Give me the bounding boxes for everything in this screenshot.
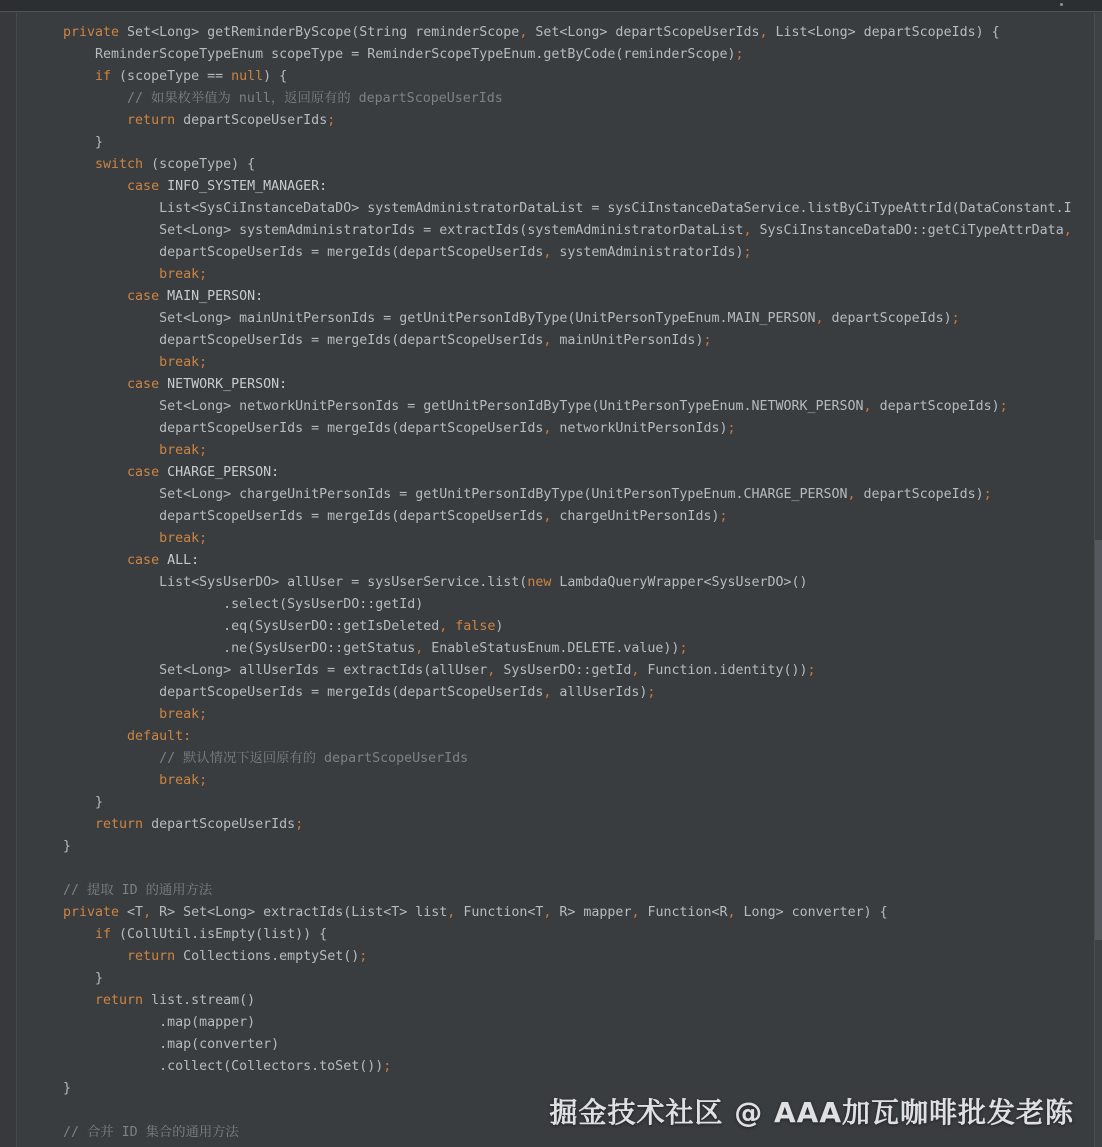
- code-token: R> Set<Long> extractIds(List<T> list: [151, 905, 448, 920]
- code-token: departScopeUserIds: [175, 113, 328, 128]
- code-token: ,: [487, 663, 496, 678]
- code-token: ;: [983, 487, 992, 502]
- code-line: [63, 176, 1102, 198]
- code-token: ;: [735, 47, 744, 62]
- code-line: [63, 594, 1102, 616]
- code-line: [63, 660, 1102, 682]
- code-line: [63, 638, 1102, 660]
- code-line: [63, 44, 1102, 66]
- code-token: ,: [543, 509, 552, 524]
- topbar-dot: [1060, 3, 1063, 6]
- code-token: ReminderScopeTypeEnum scopeType = ReminderScopeTypeEnum.getByCode(reminderScope): [63, 47, 736, 62]
- code-token: ,: [863, 399, 872, 414]
- code-token: [63, 113, 127, 128]
- code-token: [63, 773, 159, 788]
- code-token: List<SysCiInstanceDataDO> systemAdministratorDataList = sysCiInstanceDataService.listByCiTypeAttrId(DataConstant.I: [63, 201, 1072, 216]
- code-token: MAIN_PERSON:: [159, 289, 264, 304]
- code-token: new: [527, 575, 552, 590]
- code-token: [63, 267, 159, 282]
- code-token: ;: [727, 421, 736, 436]
- code-token: List<Long> departScopeIds) {: [767, 25, 1000, 40]
- code-token: R> mapper: [551, 905, 632, 920]
- code-token: ,: [1063, 223, 1072, 238]
- code-token: [63, 949, 127, 964]
- code-token: ;: [807, 663, 816, 678]
- code-token: list.stream(): [143, 993, 256, 1008]
- code-token: ,: [631, 905, 640, 920]
- code-line: [63, 154, 1102, 176]
- code-token: ,: [543, 905, 552, 920]
- code-token: .select(SysUserDO::getId): [63, 597, 424, 612]
- code-line: [63, 572, 1102, 594]
- code-token: }: [63, 795, 104, 810]
- editor-top-bar: [0, 0, 1102, 12]
- code-line: [63, 462, 1102, 484]
- code-token: }: [63, 135, 104, 150]
- code-token: if: [95, 69, 112, 84]
- code-token: ;: [647, 685, 656, 700]
- code-token: Long> converter) {: [735, 905, 888, 920]
- code-token: ;: [679, 641, 688, 656]
- code-token: [63, 817, 95, 832]
- code-token: ;: [383, 1059, 392, 1074]
- code-line: [63, 198, 1102, 220]
- code-line: [63, 330, 1102, 352]
- code-line: [63, 858, 1102, 880]
- code-token: departScopeUserIds = mergeIds(departScopeUserIds: [63, 509, 544, 524]
- code-token: departScopeIds): [855, 487, 984, 502]
- code-token: .collect(Collectors.toSet()): [63, 1059, 384, 1074]
- code-token: ,: [631, 663, 640, 678]
- code-token: [63, 289, 127, 304]
- code-token: case: [127, 289, 160, 304]
- code-token: ,: [759, 25, 768, 40]
- code-token: break: [159, 443, 200, 458]
- code-line: [63, 308, 1102, 330]
- code-line: [63, 484, 1102, 506]
- code-line: [63, 968, 1102, 990]
- code-token: return: [95, 817, 144, 832]
- code-token: Set<Long> mainUnitPersonIds = getUnitPersonIdByType(UnitPersonTypeEnum.MAIN_PERSON: [63, 311, 816, 326]
- code-token: ;: [199, 355, 208, 370]
- code-token: case: [127, 179, 160, 194]
- code-token: [63, 69, 95, 84]
- code-token: ,: [727, 905, 736, 920]
- code-token: break: [159, 267, 200, 282]
- code-token: mainUnitPersonIds): [551, 333, 704, 348]
- code-line: [63, 902, 1102, 924]
- code-token: SysCiInstanceDataDO::getCiTypeAttrData: [751, 223, 1064, 238]
- code-token: networkUnitPersonIds): [551, 421, 728, 436]
- code-token: Set<Long> getReminderByScope(String reminderScope: [119, 25, 520, 40]
- code-token: ALL:: [159, 553, 200, 568]
- code-token: EnableStatusEnum.DELETE.value)): [423, 641, 680, 656]
- code-token: if: [95, 927, 112, 942]
- code-line: [63, 924, 1102, 946]
- watermark: 掘金技术社区 @ AAA加瓦咖啡批发老陈: [549, 1096, 1074, 1129]
- code-token: false: [455, 619, 496, 634]
- code-line: [63, 66, 1102, 88]
- code-token: break: [159, 707, 200, 722]
- code-line: [63, 132, 1102, 154]
- code-line: [63, 726, 1102, 748]
- code-token: SysUserDO::getId: [495, 663, 632, 678]
- code-line: [63, 770, 1102, 792]
- code-token: default:: [127, 729, 192, 744]
- code-line: [63, 836, 1102, 858]
- code-token: [63, 179, 127, 194]
- code-token: NETWORK_PERSON:: [159, 377, 288, 392]
- code-line: [63, 682, 1102, 704]
- code-token: private: [63, 25, 120, 40]
- code-token: ;: [743, 245, 752, 260]
- code-token: chargeUnitPersonIds): [551, 509, 720, 524]
- code-token: [63, 993, 95, 1008]
- code-token: null: [231, 69, 264, 84]
- code-line: [63, 1012, 1102, 1034]
- code-token: ) {: [263, 69, 288, 84]
- code-line: [63, 22, 1102, 44]
- code-token: // 提取 ID 的通用方法: [63, 883, 213, 898]
- code-line: [63, 110, 1102, 132]
- code-token: LambdaQueryWrapper<SysUserDO>(): [551, 575, 808, 590]
- code-token: ;: [951, 311, 960, 326]
- code-token: allUserIds): [551, 685, 648, 700]
- code-token: departScopeUserIds = mergeIds(departScopeUserIds: [63, 685, 544, 700]
- code-token: [63, 729, 127, 744]
- code-line: [63, 418, 1102, 440]
- code-token: private: [63, 905, 120, 920]
- code-token: departScopeIds): [823, 311, 952, 326]
- code-line: [63, 220, 1102, 242]
- code-token: systemAdministratorIds): [551, 245, 744, 260]
- code-token: Set<Long> departScopeUserIds: [527, 25, 760, 40]
- code-line: [63, 286, 1102, 308]
- code-line: [63, 880, 1102, 902]
- code-token: // 默认情况下返回原有的 departScopeUserIds: [63, 751, 469, 766]
- code-token: departScopeIds): [871, 399, 1000, 414]
- code-token: }: [63, 1081, 72, 1096]
- code-line: [63, 748, 1102, 770]
- code-token: Function.identity()): [639, 663, 808, 678]
- code-token: [63, 531, 159, 546]
- code-token: ;: [999, 399, 1008, 414]
- code-line: [63, 990, 1102, 1012]
- code-token: .ne(SysUserDO::getStatus: [63, 641, 416, 656]
- code-token: }: [63, 971, 104, 986]
- code-token: Set<Long> chargeUnitPersonIds = getUnitPersonIdByType(UnitPersonTypeEnum.CHARGE_PERSON: [63, 487, 848, 502]
- code-token: ,: [847, 487, 856, 502]
- code-token: departScopeUserIds = mergeIds(departScopeUserIds: [63, 245, 544, 260]
- code-token: ;: [199, 443, 208, 458]
- code-token: return: [127, 949, 176, 964]
- code-token: ,: [543, 245, 552, 260]
- code-token: Function<T: [455, 905, 544, 920]
- code-token: List<SysUserDO> allUser = sysUserService.list(: [63, 575, 528, 590]
- code-token: Set<Long> allUserIds = extractIds(allUser: [63, 663, 488, 678]
- code-token: ,: [743, 223, 752, 238]
- code-token: return: [127, 113, 176, 128]
- editor-gutter: [0, 13, 17, 1147]
- scrollbar-thumb[interactable]: [1095, 540, 1102, 940]
- code-token: break: [159, 773, 200, 788]
- code-token: <T: [119, 905, 144, 920]
- code-token: }: [63, 839, 72, 854]
- code-token: switch: [95, 157, 144, 172]
- code-token: break: [159, 531, 200, 546]
- code-token: [63, 355, 159, 370]
- code-token: ,: [415, 641, 424, 656]
- code-line: [63, 352, 1102, 374]
- code-line: [63, 528, 1102, 550]
- code-token: departScopeUserIds = mergeIds(departScopeUserIds: [63, 333, 544, 348]
- code-token: ;: [199, 707, 208, 722]
- code-line: [63, 792, 1102, 814]
- code-token: ;: [199, 773, 208, 788]
- code-line: [63, 616, 1102, 638]
- code-token: return: [95, 993, 144, 1008]
- code-token: CHARGE_PERSON:: [159, 465, 280, 480]
- code-token: [63, 377, 127, 392]
- code-token: (CollUtil.isEmpty(list)) {: [111, 927, 328, 942]
- code-line: [63, 264, 1102, 286]
- code-token: case: [127, 553, 160, 568]
- code-line: [63, 814, 1102, 836]
- code-token: break: [159, 355, 200, 370]
- code-line: [63, 1034, 1102, 1056]
- code-token: ): [495, 619, 504, 634]
- code-token: ,: [543, 685, 552, 700]
- code-line: [63, 946, 1102, 968]
- code-token: [63, 927, 95, 942]
- code-token: INFO_SYSTEM_MANAGER:: [159, 179, 328, 194]
- code-editor[interactable]: [63, 22, 1102, 1147]
- code-token: ;: [199, 267, 208, 282]
- code-token: departScopeUserIds: [143, 817, 296, 832]
- code-token: Set<Long> systemAdministratorIds = extractIds(systemAdministratorDataList: [63, 223, 744, 238]
- code-token: // 合并 ID 集合的通用方法: [63, 1125, 239, 1140]
- code-token: ;: [327, 113, 336, 128]
- code-token: ,: [439, 619, 448, 634]
- code-token: ,: [815, 311, 824, 326]
- code-line: [63, 550, 1102, 572]
- code-token: ,: [543, 333, 552, 348]
- code-token: ,: [543, 421, 552, 436]
- code-line: [63, 506, 1102, 528]
- code-token: ;: [199, 531, 208, 546]
- code-token: ;: [703, 333, 712, 348]
- code-token: ;: [359, 949, 368, 964]
- code-token: ;: [719, 509, 728, 524]
- code-line: [63, 440, 1102, 462]
- code-line: [63, 1056, 1102, 1078]
- code-line: [63, 396, 1102, 418]
- code-token: (scopeType) {: [143, 157, 256, 172]
- code-token: [63, 553, 127, 568]
- code-token: Set<Long> networkUnitPersonIds = getUnitPersonIdByType(UnitPersonTypeEnum.NETWORK_PERSON: [63, 399, 864, 414]
- code-line: [63, 374, 1102, 396]
- code-token: Collections.emptySet(): [175, 949, 360, 964]
- code-token: case: [127, 377, 160, 392]
- code-token: [63, 157, 95, 172]
- code-token: ,: [143, 905, 152, 920]
- code-token: (scopeType ==: [111, 69, 232, 84]
- code-token: Function<R: [639, 905, 728, 920]
- code-token: ,: [447, 905, 456, 920]
- code-token: ,: [519, 25, 528, 40]
- code-token: [63, 707, 159, 722]
- code-token: [63, 465, 127, 480]
- code-token: .eq(SysUserDO::getIsDeleted: [63, 619, 440, 634]
- code-token: .map(converter): [63, 1037, 280, 1052]
- code-token: ;: [295, 817, 304, 832]
- code-token: case: [127, 465, 160, 480]
- code-line: [63, 242, 1102, 264]
- code-line: [63, 704, 1102, 726]
- code-token: [63, 443, 159, 458]
- code-line: [63, 88, 1102, 110]
- code-token: .map(mapper): [63, 1015, 256, 1030]
- code-token: departScopeUserIds = mergeIds(departScopeUserIds: [63, 421, 544, 436]
- code-token: // 如果枚举值为 null，返回原有的 departScopeUserIds: [63, 91, 503, 106]
